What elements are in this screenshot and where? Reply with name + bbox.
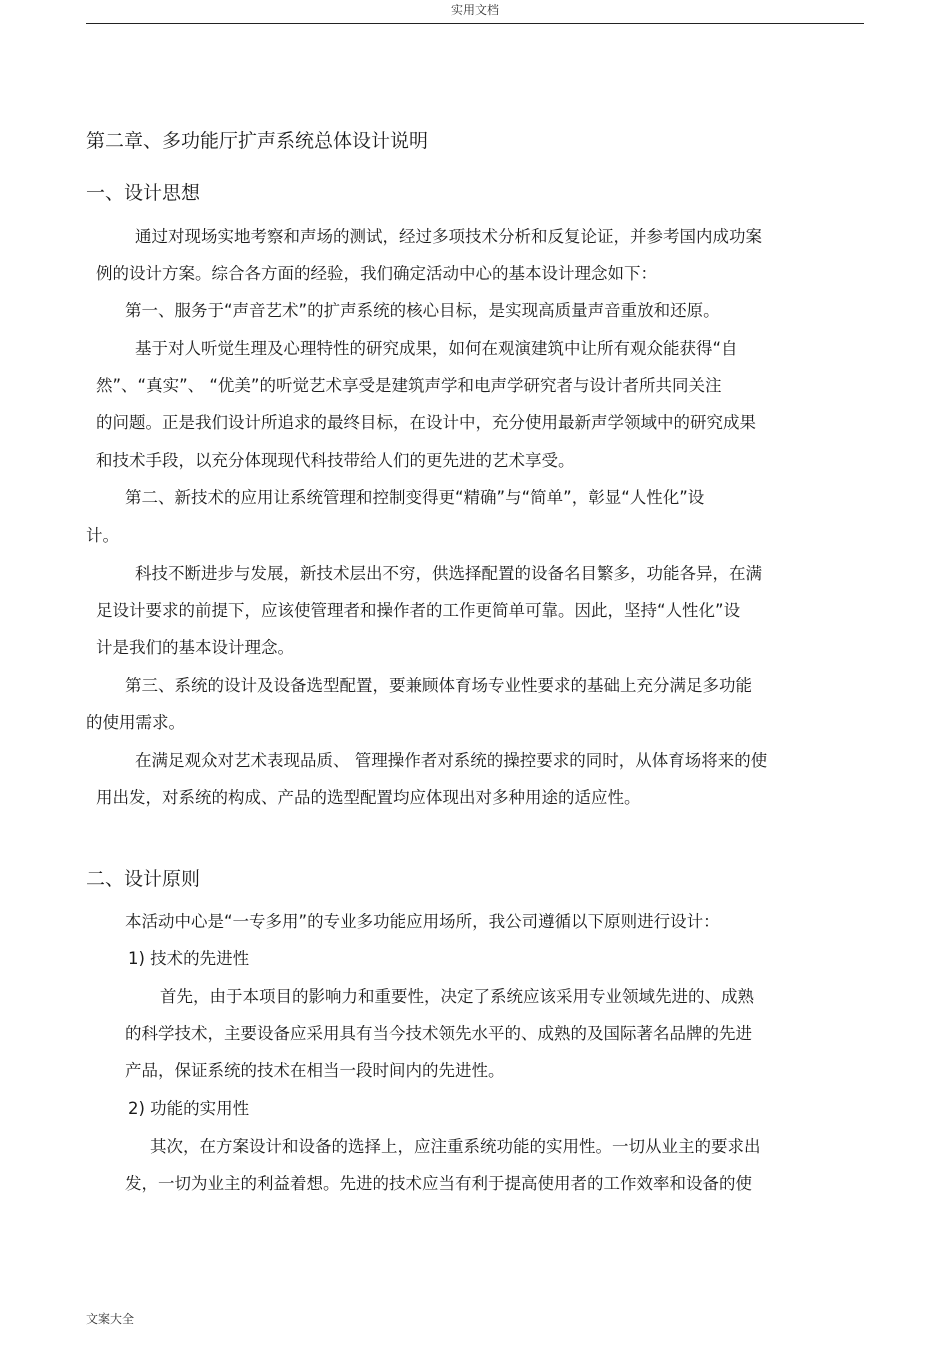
body-line: 计是我们的基本设计理念。 [96, 638, 294, 657]
body-line: 产品，保证系统的技术在相当一段时间内的先进性。 [125, 1061, 505, 1080]
body-line: 发，一切为业主的利益着想。先进的技术应当有利于提高使用者的工作效率和设备的使 [125, 1174, 752, 1193]
body-line: 本活动中心是“一专多用”的专业多功能应用场所，我公司遵循以下原则进行设计： [125, 912, 720, 931]
list-item-label: 2) 功能的实用性 [128, 1099, 250, 1118]
body-line: 通过对现场实地考察和声场的测试，经过多项技术分析和反复论证，并参考国内成功案 [135, 227, 762, 246]
body-line: 例的设计方案。综合各方面的经验，我们确定活动中心的基本设计理念如下： [96, 264, 657, 283]
body-line: 首先，由于本项目的影响力和重要性，决定了系统应该采用专业领域先进的、成熟 [160, 987, 754, 1006]
body-line: 基于对人听觉生理及心理特性的研究成果，如何在观演建筑中让所有观众能获得“自 [135, 339, 738, 358]
body-line: 和技术手段，以充分体现现代科技带给人们的更先进的艺术享受。 [96, 451, 575, 470]
body-line: 科技不断进步与发展，新技术层出不穷，供选择配置的设备名目繁多，功能各异，在满 [135, 564, 762, 583]
chapter-title: 第二章、多功能厅扩声系统总体设计说明 [86, 130, 429, 152]
body-line: 的问题。正是我们设计所追求的最终目标，在设计中，充分使用最新声学领域中的研究成果 [96, 413, 756, 432]
section-heading: 二、设计原则 [86, 868, 201, 890]
body-line: 第三、系统的设计及设备选型配置，要兼顾体育场专业性要求的基础上充分满足多功能 [125, 676, 752, 695]
body-line: 用出发，对系统的构成、产品的选型配置均应体现出对多种用途的适应性。 [96, 788, 641, 807]
section-heading: 一、设计思想 [86, 182, 201, 204]
running-header: 实用文档 [450, 3, 499, 17]
running-footer: 文案大全 [86, 1312, 135, 1326]
body-line: 计。 [86, 526, 119, 545]
body-line: 的科学技术，主要设备应采用具有当今技术领先水平的、成熟的及国际著名品牌的先进 [125, 1024, 752, 1043]
body-line: 第一、服务于“声音艺术”的扩声系统的核心目标，是实现高质量声音重放和还原。 [125, 301, 720, 320]
body-line: 第二、新技术的应用让系统管理和控制变得更“精确”与“简单”，彰显“人性化”设 [125, 488, 705, 507]
body-line: 的使用需求。 [86, 713, 185, 732]
body-line: 足设计要求的前提下，应该使管理者和操作者的工作更简单可靠。因此，坚持“人性化”设 [96, 601, 741, 620]
body-line: 其次，在方案设计和设备的选择上，应注重系统功能的实用性。一切从业主的要求出 [150, 1137, 761, 1156]
body-line: 然”、“真实”、 “优美”的听觉艺术享受是建筑声学和电声学研究者与设计者所共同关注 [96, 376, 722, 395]
body-line: 在满足观众对艺术表现品质、 管理操作者对系统的操控要求的同时，从体育场将来的使 [135, 751, 768, 770]
header-rule [86, 23, 864, 24]
list-item-label: 1) 技术的先进性 [128, 949, 250, 968]
